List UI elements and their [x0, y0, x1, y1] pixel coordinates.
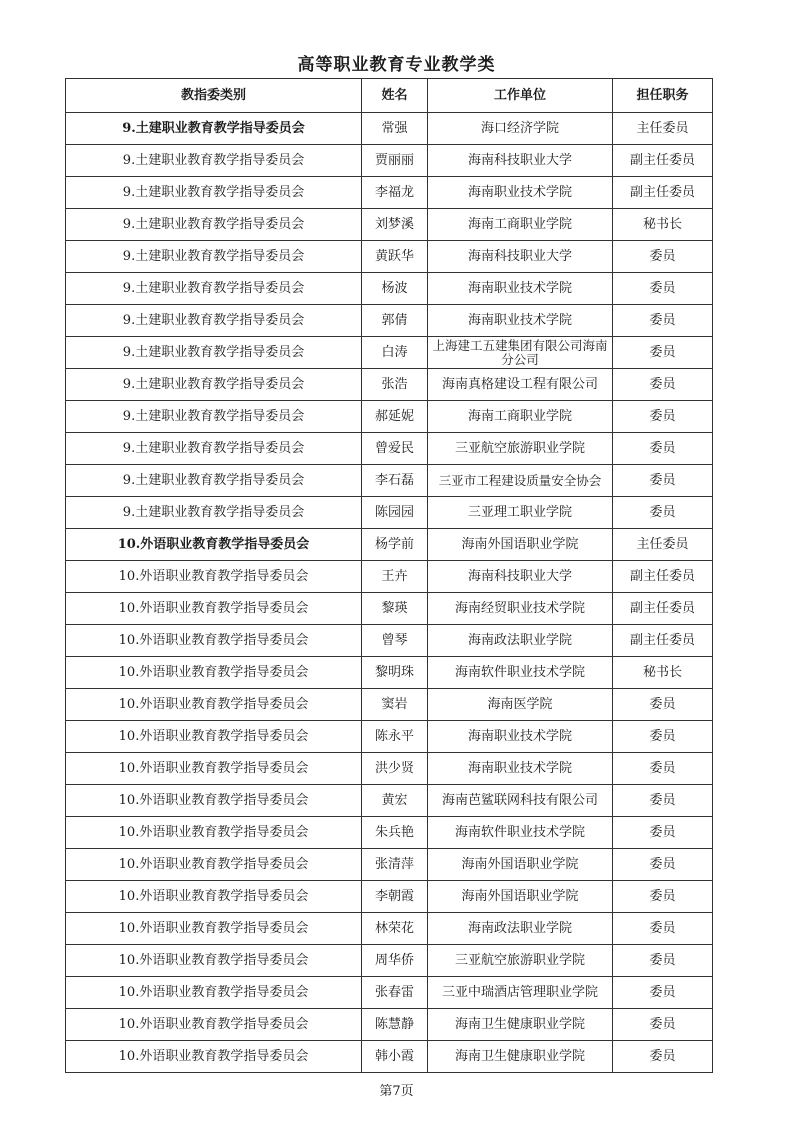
- cell-category: 10.外语职业教育教学指导委员会: [66, 753, 362, 785]
- cell-unit: 海南工商职业学院: [428, 401, 613, 433]
- cell-unit: 海南职业技术学院: [428, 721, 613, 753]
- cell-unit: 海南外国语职业学院: [428, 529, 613, 561]
- cell-unit: 海南政法职业学院: [428, 913, 613, 945]
- table-row: [66, 497, 713, 529]
- cell-role: 委员: [613, 721, 713, 753]
- cell-category: 9.土建职业教育教学指导委员会: [66, 305, 362, 337]
- cell-role: 委员: [613, 1009, 713, 1041]
- cell-role: 委员: [613, 753, 713, 785]
- cell-role: 委员: [613, 977, 713, 1009]
- table-header-row: [66, 79, 713, 113]
- cell-category: 9.土建职业教育教学指导委员会: [66, 273, 362, 305]
- cell-role: 委员: [613, 785, 713, 817]
- table-row: [66, 1041, 713, 1073]
- cell-category: 9.土建职业教育教学指导委员会: [66, 177, 362, 209]
- table-row: [66, 785, 713, 817]
- cell-name: 郭倩: [362, 305, 428, 337]
- cell-role: 副主任委员: [613, 593, 713, 625]
- cell-category: 10.外语职业教育教学指导委员会: [66, 657, 362, 689]
- table-row: [66, 305, 713, 337]
- cell-unit: 三亚航空旅游职业学院: [428, 433, 613, 465]
- table-row: [66, 433, 713, 465]
- table-row: [66, 625, 713, 657]
- cell-name: 洪少贤: [362, 753, 428, 785]
- cell-category: 9.土建职业教育教学指导委员会: [66, 241, 362, 273]
- cell-role: 委员: [613, 849, 713, 881]
- cell-category: 9.土建职业教育教学指导委员会: [66, 209, 362, 241]
- cell-role: 委员: [613, 465, 713, 497]
- cell-category: 10.外语职业教育教学指导委员会: [66, 945, 362, 977]
- cell-unit: 海南科技职业大学: [428, 561, 613, 593]
- cell-role: 委员: [613, 305, 713, 337]
- table-row: [66, 1009, 713, 1041]
- cell-name: 李福龙: [362, 177, 428, 209]
- cell-name: 白涛: [362, 337, 428, 369]
- table-row: [66, 337, 713, 369]
- cell-unit: 海南外国语职业学院: [428, 881, 613, 913]
- cell-name: 李朝霞: [362, 881, 428, 913]
- table-row: [66, 593, 713, 625]
- cell-category: 9.土建职业教育教学指导委员会: [66, 401, 362, 433]
- cell-role: 委员: [613, 273, 713, 305]
- table-row: [66, 657, 713, 689]
- cell-unit: 海南软件职业技术学院: [428, 657, 613, 689]
- cell-name: 张清萍: [362, 849, 428, 881]
- table-row: [66, 753, 713, 785]
- cell-unit: 海南卫生健康职业学院: [428, 1009, 613, 1041]
- cell-category: 10.外语职业教育教学指导委员会: [66, 1041, 362, 1073]
- cell-category: 9.土建职业教育教学指导委员会: [66, 337, 362, 369]
- cell-name: 韩小霞: [362, 1041, 428, 1073]
- page-number: 第7页: [379, 1084, 414, 1099]
- cell-unit: 海南软件职业技术学院: [428, 817, 613, 849]
- cell-category: 9.土建职业教育教学指导委员会: [66, 465, 362, 497]
- cell-category: 10.外语职业教育教学指导委员会: [66, 817, 362, 849]
- cell-category: 10.外语职业教育教学指导委员会: [66, 785, 362, 817]
- cell-category: 10.外语职业教育教学指导委员会: [66, 1009, 362, 1041]
- cell-unit: 海南科技职业大学: [428, 145, 613, 177]
- cell-role: 副主任委员: [613, 177, 713, 209]
- table-row: [66, 369, 713, 401]
- cell-role: 委员: [613, 945, 713, 977]
- cell-name: 林荣花: [362, 913, 428, 945]
- table-row: [66, 401, 713, 433]
- cell-role: 秘书长: [613, 657, 713, 689]
- cell-unit: 海南政法职业学院: [428, 625, 613, 657]
- table-row: [66, 881, 713, 913]
- cell-unit: 海口经济学院: [428, 113, 613, 145]
- cell-name: 陈慧静: [362, 1009, 428, 1041]
- table-row: [66, 721, 713, 753]
- cell-name: 黎明珠: [362, 657, 428, 689]
- cell-role: 主任委员: [613, 529, 713, 561]
- cell-name: 朱兵艳: [362, 817, 428, 849]
- cell-role: 委员: [613, 433, 713, 465]
- cell-name: 陈园园: [362, 497, 428, 529]
- page-title: 高等职业教育专业教学类: [297, 55, 496, 75]
- cell-unit: 三亚理工职业学院: [428, 497, 613, 529]
- cell-category: 10.外语职业教育教学指导委员会: [66, 529, 362, 561]
- header-unit: 工作单位: [428, 79, 613, 113]
- cell-category: 10.外语职业教育教学指导委员会: [66, 689, 362, 721]
- cell-unit: 三亚中瑞酒店管理职业学院: [428, 977, 613, 1009]
- cell-name: 张春雷: [362, 977, 428, 1009]
- cell-role: 委员: [613, 369, 713, 401]
- cell-category: 9.土建职业教育教学指导委员会: [66, 369, 362, 401]
- cell-name: 常强: [362, 113, 428, 145]
- table-row: [66, 529, 713, 561]
- cell-unit: 海南职业技术学院: [428, 305, 613, 337]
- table-row: [66, 913, 713, 945]
- cell-unit: 上海建工五建集团有限公司海南分公司: [428, 337, 613, 369]
- cell-name: 周华侨: [362, 945, 428, 977]
- cell-category: 10.外语职业教育教学指导委员会: [66, 561, 362, 593]
- cell-category: 9.土建职业教育教学指导委员会: [66, 433, 362, 465]
- cell-name: 黄跃华: [362, 241, 428, 273]
- cell-name: 杨波: [362, 273, 428, 305]
- cell-name: 王卉: [362, 561, 428, 593]
- cell-name: 曾琴: [362, 625, 428, 657]
- table-body: [66, 113, 713, 1073]
- table-row: [66, 145, 713, 177]
- table-row: [66, 177, 713, 209]
- cell-unit: 海南工商职业学院: [428, 209, 613, 241]
- cell-category: 9.土建职业教育教学指导委员会: [66, 145, 362, 177]
- cell-name: 陈永平: [362, 721, 428, 753]
- cell-category: 10.外语职业教育教学指导委员会: [66, 625, 362, 657]
- cell-category: 10.外语职业教育教学指导委员会: [66, 593, 362, 625]
- cell-unit: 海南职业技术学院: [428, 177, 613, 209]
- cell-role: 委员: [613, 689, 713, 721]
- cell-unit: 海南真格建设工程有限公司: [428, 369, 613, 401]
- cell-category: 10.外语职业教育教学指导委员会: [66, 977, 362, 1009]
- cell-category: 9.土建职业教育教学指导委员会: [66, 113, 362, 145]
- cell-name: 黎瑛: [362, 593, 428, 625]
- cell-role: 副主任委员: [613, 625, 713, 657]
- cell-unit: 海南外国语职业学院: [428, 849, 613, 881]
- cell-category: 10.外语职业教育教学指导委员会: [66, 913, 362, 945]
- table-row: [66, 817, 713, 849]
- cell-unit: 三亚市工程建设质量安全协会: [428, 465, 613, 497]
- table-row: [66, 689, 713, 721]
- cell-role: 主任委员: [613, 113, 713, 145]
- table-row: [66, 945, 713, 977]
- cell-role: 委员: [613, 881, 713, 913]
- cell-name: 郝延妮: [362, 401, 428, 433]
- cell-name: 李石磊: [362, 465, 428, 497]
- cell-role: 委员: [613, 497, 713, 529]
- cell-name: 曾爱民: [362, 433, 428, 465]
- table-row: [66, 977, 713, 1009]
- cell-unit: 海南芭鲨联网科技有限公司: [428, 785, 613, 817]
- header-role: 担任职务: [613, 79, 713, 113]
- cell-unit: 三亚航空旅游职业学院: [428, 945, 613, 977]
- table-row: [66, 209, 713, 241]
- committee-table: [65, 78, 713, 1073]
- cell-name: 刘梦溪: [362, 209, 428, 241]
- cell-unit: 海南卫生健康职业学院: [428, 1041, 613, 1073]
- cell-role: 委员: [613, 913, 713, 945]
- header-category: 教指委类别: [66, 79, 362, 113]
- cell-role: 委员: [613, 241, 713, 273]
- header-name: 姓名: [362, 79, 428, 113]
- cell-category: 10.外语职业教育教学指导委员会: [66, 721, 362, 753]
- cell-role: 秘书长: [613, 209, 713, 241]
- cell-unit: 海南经贸职业技术学院: [428, 593, 613, 625]
- cell-unit: 海南医学院: [428, 689, 613, 721]
- cell-unit: 海南职业技术学院: [428, 273, 613, 305]
- cell-name: 黄宏: [362, 785, 428, 817]
- cell-role: 副主任委员: [613, 145, 713, 177]
- table-row: [66, 241, 713, 273]
- table-row: [66, 561, 713, 593]
- cell-role: 委员: [613, 401, 713, 433]
- cell-category: 9.土建职业教育教学指导委员会: [66, 497, 362, 529]
- table-row: [66, 849, 713, 881]
- cell-unit: 海南职业技术学院: [428, 753, 613, 785]
- cell-name: 杨学前: [362, 529, 428, 561]
- cell-role: 副主任委员: [613, 561, 713, 593]
- table-row: [66, 465, 713, 497]
- cell-name: 张浩: [362, 369, 428, 401]
- table-row: [66, 113, 713, 145]
- cell-role: 委员: [613, 817, 713, 849]
- cell-category: 10.外语职业教育教学指导委员会: [66, 881, 362, 913]
- cell-name: 窦岩: [362, 689, 428, 721]
- table-row: [66, 273, 713, 305]
- cell-role: 委员: [613, 337, 713, 369]
- cell-category: 10.外语职业教育教学指导委员会: [66, 849, 362, 881]
- cell-role: 委员: [613, 1041, 713, 1073]
- cell-unit: 海南科技职业大学: [428, 241, 613, 273]
- cell-name: 贾丽丽: [362, 145, 428, 177]
